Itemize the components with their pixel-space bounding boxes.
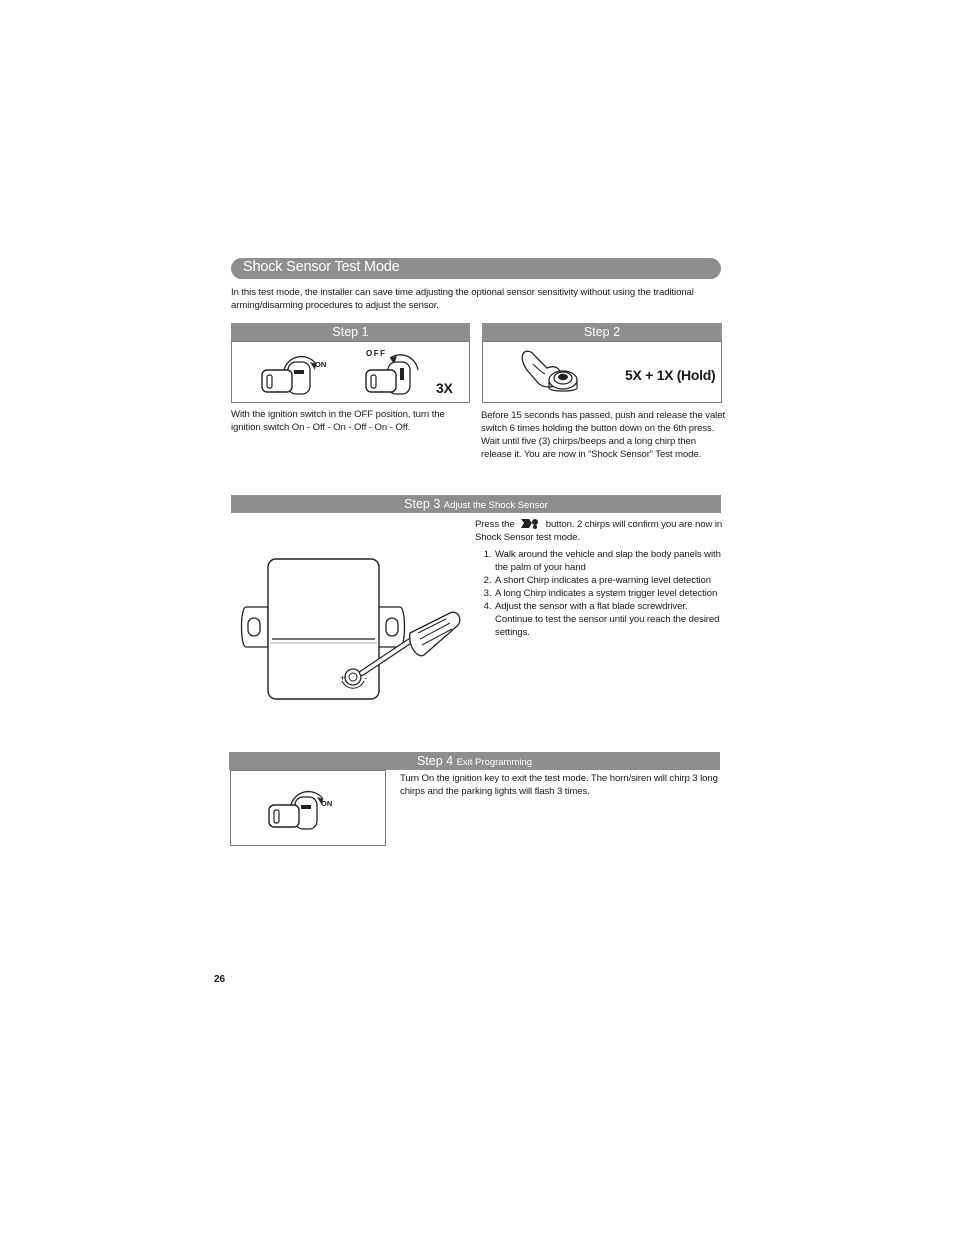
step2-press-count: 5X + 1X (Hold): [625, 367, 716, 383]
step2-illustration-box: [482, 341, 722, 403]
step1-on-label: ON: [315, 360, 327, 369]
section-title: Shock Sensor Test Mode: [243, 259, 400, 275]
dial-minus-label: -: [364, 673, 367, 683]
step3-subtitle: Adjust the Shock Sensor: [443, 500, 548, 511]
step4-illustration-box: [230, 770, 386, 846]
section-title-bar: [231, 258, 721, 279]
step4-header: [229, 752, 720, 770]
list-item: 3. A long Chirp indicates a system trigger level detection: [494, 587, 723, 600]
step3-press-prefix: Press the: [475, 519, 515, 530]
step1-off-label: OFF: [366, 349, 387, 358]
step1-repeat-count: 3X: [436, 380, 453, 396]
step4-text: Turn On the ignition key to exit the test mode. The horn/siren will chirp 3 long chirps and the parking lights will flash 3 times.: [400, 773, 718, 797]
step1-header: Step 1: [231, 323, 470, 341]
page-number: 26: [214, 974, 226, 985]
shock-sensor-module-illustration: [238, 555, 468, 705]
ignition-key-on-icon: [260, 348, 340, 398]
intro-text: In this test mode, the installer can save time adjusting the optional sensor sensitivity without using the traditional arming/disarming procedures to adjust the sensor.: [231, 287, 694, 311]
finger-press-valet-button-icon: [519, 348, 589, 398]
step3-press-suffix: button. 2 chirps will confirm you are now in Shock Sensor test mode.: [475, 519, 723, 543]
step3-instruction-list: [475, 548, 723, 639]
step2-header: Step 2: [482, 323, 722, 341]
list-item: 4. Adjust the sensor with a flat blade screwdriver. Continue to test the sensor until you reach the desired settings.: [494, 600, 723, 639]
list-item: 1. Walk around the vehicle and slap the body panels with the palm of your hand: [494, 548, 723, 574]
dial-plus-label: +: [340, 673, 346, 683]
shock-button-icon: [519, 518, 541, 529]
step4-on-label: ON: [321, 799, 333, 808]
step4-subtitle: Exit Programming: [456, 757, 533, 768]
list-item: 2. A short Chirp indicates a pre-warning level detection: [494, 574, 723, 587]
step3-header: [231, 495, 721, 513]
step4-title: Step 4: [416, 754, 454, 768]
step1-text: With the ignition switch in the OFF position, turn the ignition switch On - Off - On - Off - On - Off.: [231, 409, 445, 433]
step1-illustration-box: [231, 341, 470, 403]
ignition-key-on-icon: [267, 783, 347, 833]
step2-text: Before 15 seconds has passed, push and release the valet switch 6 times holding the button down on the 6th press. Wait until five (3) chirps/beeps and a long chirp then release it. You are now in “Shock Sensor” Test mode.: [481, 410, 726, 460]
step3-title: Step 3: [404, 497, 441, 511]
step3-intro: [475, 518, 723, 544]
